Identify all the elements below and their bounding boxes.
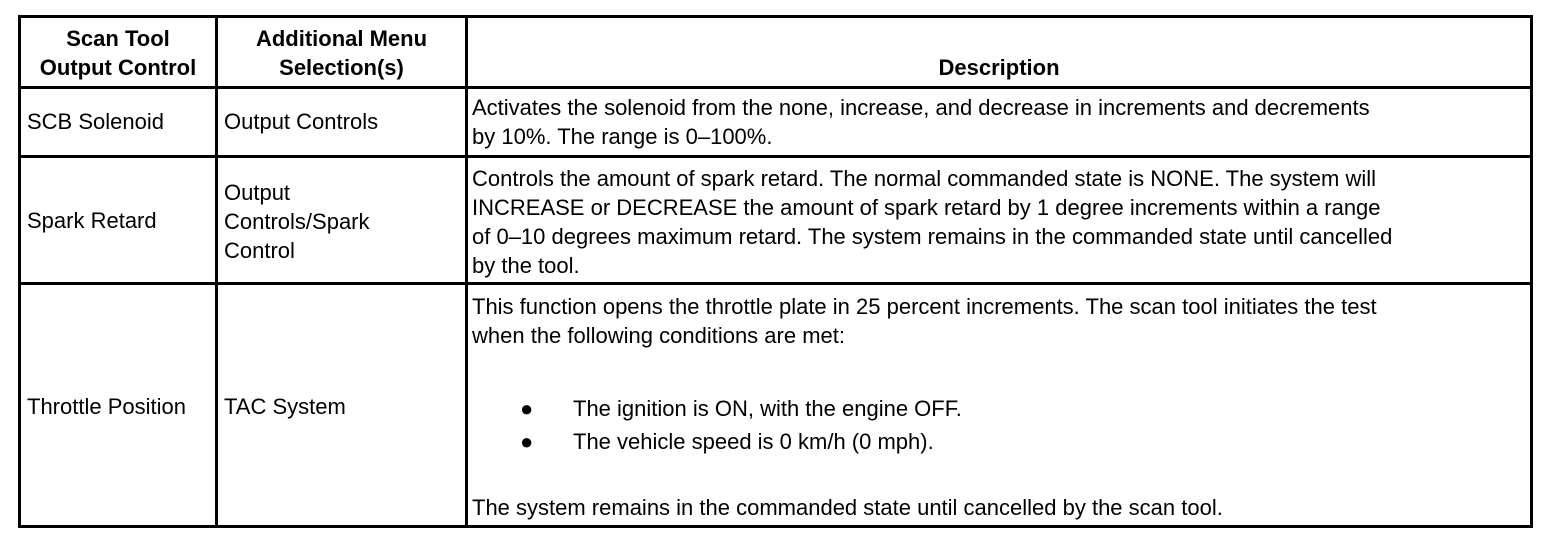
menu-line: Control: [224, 238, 295, 263]
row3-output-control: Throttle Position: [27, 394, 186, 419]
row-divider: [21, 155, 1530, 158]
row1-description: [472, 93, 1370, 151]
column-divider: [465, 18, 468, 525]
row3-bullet-item: The vehicle speed is 0 km/h (0 mph).: [573, 429, 934, 454]
row-divider: [21, 86, 1530, 89]
row2-menu-selection: [224, 178, 370, 265]
header-line: Scan Tool: [66, 26, 170, 51]
menu-line: TAC System: [224, 394, 346, 419]
desc-line: by 10%. The range is 0–100%.: [472, 124, 773, 149]
row3-description-intro: [472, 292, 1377, 350]
output-control-table: [18, 15, 1533, 528]
desc-line: This function opens the throttle plate in 25 percent increments. The scan tool initiates the test: [472, 294, 1377, 319]
header-scan-tool-output-control: [21, 24, 215, 82]
menu-line: Controls/Spark: [224, 209, 370, 234]
row1-output-control: SCB Solenoid: [27, 109, 164, 134]
bullet-dot-icon: ●: [520, 429, 534, 454]
header-line: Description: [938, 55, 1060, 80]
row-divider: [21, 282, 1530, 285]
desc-line: when the following conditions are met:: [472, 323, 845, 348]
desc-line: by the tool.: [472, 253, 580, 278]
menu-line: Output Controls: [224, 109, 379, 134]
bullet-dot-icon: ●: [520, 396, 534, 421]
header-description: [468, 53, 1530, 82]
row2-output-control: Spark Retard: [27, 208, 157, 233]
desc-line: of 0–10 degrees maximum retard. The system remains in the commanded state until cancelled: [472, 224, 1393, 249]
header-line: Selection(s): [279, 55, 404, 80]
row2-description: [472, 164, 1392, 280]
row3-menu-selection: [224, 392, 346, 421]
row1-menu-selection: [224, 107, 378, 136]
row3-description-outro: The system remains in the commanded state until cancelled by the scan tool.: [472, 495, 1223, 520]
column-divider: [215, 18, 218, 525]
desc-line: INCREASE or DECREASE the amount of spark retard by 1 degree increments within a range: [472, 195, 1381, 220]
header-line: Additional Menu: [255, 26, 428, 51]
row3-bullet-item: The ignition is ON, with the engine OFF.: [573, 396, 962, 421]
header-additional-menu-selection: [218, 24, 465, 82]
desc-line: Activates the solenoid from the none, increase, and decrease in increments and decrements: [472, 95, 1370, 120]
menu-line: Output: [224, 180, 291, 205]
desc-line: Controls the amount of spark retard. The normal commanded state is NONE. The system will: [472, 166, 1376, 191]
header-line: Output Control: [39, 55, 197, 80]
